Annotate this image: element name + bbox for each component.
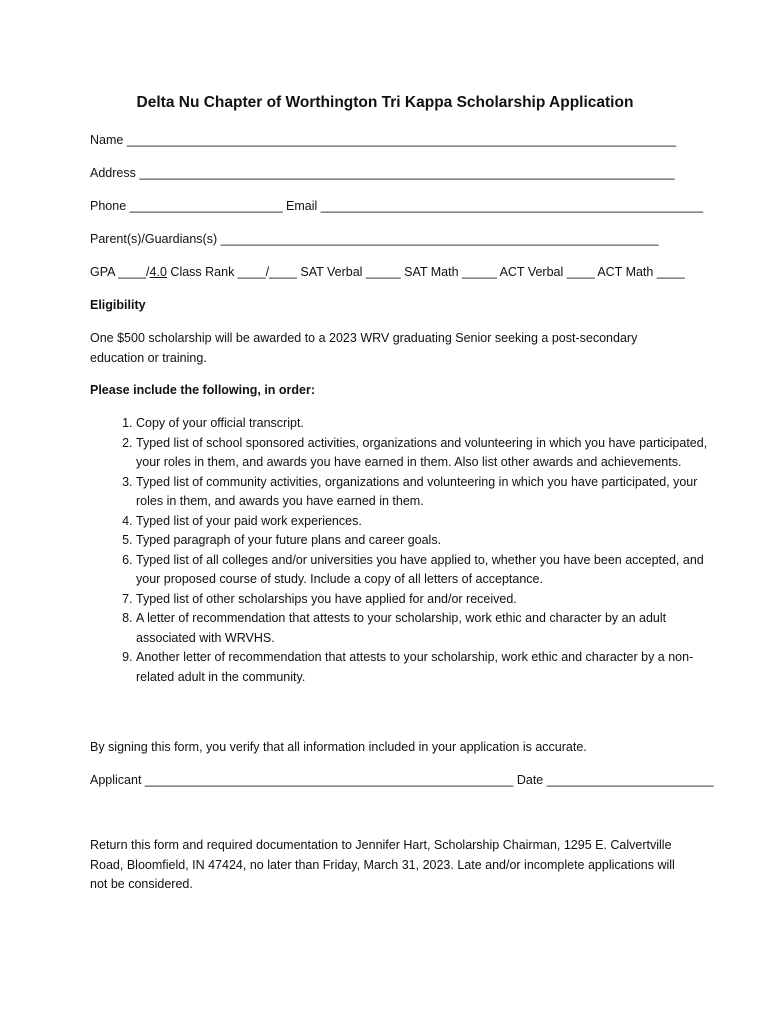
list-item: 1. Copy of your official transcript. (136, 414, 721, 434)
return-instructions: Return this form and required documentation to Jennifer Hart, Scholarship Chairman, 1295 E. Calvertville Road, Bloomfield, IN 47424, no later than Friday, March 31, 2023. Late and/or incomplete applications will not be considered. (90, 838, 675, 891)
list-item: 8. A letter of recommendation that attests to your scholarship, work ethic and character by an adult associated with WRVHS. (136, 609, 721, 648)
include-heading: Please include the following, in order: (90, 383, 316, 397)
requirements-list (90, 414, 721, 687)
signature-row (90, 773, 714, 787)
list-item: 2. Typed list of school sponsored activities, organizations and volunteering in which you have participated, your roles in them, and awards you have earned in them. Also list other awards and achievements. (136, 434, 721, 473)
gpa-field: GPA ____/ (90, 265, 150, 279)
applicant-signature-field: Applicant _____________________________________________________ (90, 773, 514, 787)
list-item: 3. Typed list of community activities, organizations and volunteering in which you have participated, your roles in them, and awards you have earned in them. (136, 473, 721, 512)
list-item: 7. Typed list of other scholarships you have applied for and/or received. (136, 590, 721, 610)
signing-statement: By signing this form, you verify that all information included in your application is accurate. (90, 740, 587, 754)
parents-field: Parent(s)/Guardians(s) _______________________________________________________________ (90, 232, 659, 246)
scores-row (90, 265, 685, 279)
list-item: 6. Typed list of all colleges and/or universities you have applied to, whether you have been accepted, and your proposed course of study. Include a copy of all letters of acceptance. (136, 551, 721, 590)
eligibility-heading: Eligibility (90, 298, 146, 312)
phone-field: Phone ______________________ (90, 199, 283, 213)
gpa-scale: 4.0 (149, 265, 167, 279)
address-field: Address _____________________________________________________________________________ (90, 166, 675, 180)
email-field: Email _______________________________________________________ (286, 199, 704, 213)
list-item: 9. Another letter of recommendation that attests to your scholarship, work ethic and character by a non-related adult in the community. (136, 648, 721, 687)
date-field: Date ________________________ (516, 773, 714, 787)
eligibility-text: One $500 scholarship will be awarded to a 2023 WRV graduating Senior seeking a post-secondary education or training. (90, 331, 638, 365)
list-item: 4. Typed list of your paid work experiences. (136, 512, 721, 532)
page-title: Delta Nu Chapter of Worthington Tri Kappa Scholarship Application (136, 94, 634, 111)
list-item: 5. Typed paragraph of your future plans and career goals. (136, 531, 721, 551)
phone-email-row (90, 199, 704, 213)
rank-scores-fields: Class Rank ____/____ SAT Verbal _____ SAT Math _____ ACT Verbal ____ ACT Math ____ (166, 265, 685, 279)
name-field: Name _______________________________________________________________________________ (90, 133, 677, 147)
